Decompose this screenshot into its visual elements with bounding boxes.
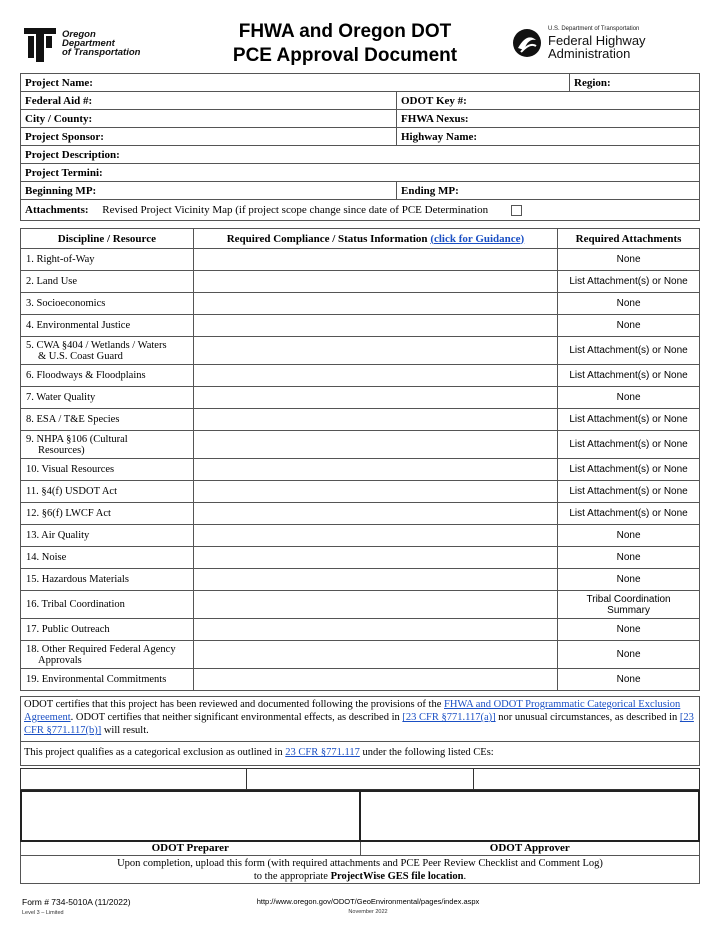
page-title: FHWA and Oregon DOT PCE Approval Document (232, 21, 458, 66)
compliance-status-field[interactable] (193, 547, 557, 569)
fhwa-department-text: U.S. Department of Transportation (548, 26, 640, 32)
required-attachments: List Attachment(s) or None (558, 409, 700, 431)
discipline-row (21, 271, 700, 293)
discipline-name: 15. Hazardous Materials (21, 569, 194, 591)
attachments-text: Revised Project Vicinity Map (if project scope change since date of PCE Determination (102, 204, 489, 216)
discipline-name: 13. Air Quality (21, 525, 194, 547)
discipline-name: 6. Floodways & Floodplains (21, 365, 194, 387)
compliance-header: Required Compliance / Status Information (click for Guidance) (193, 229, 557, 249)
required-attachments: List Attachment(s) or None (558, 337, 700, 365)
form-number: Form # 734-5010A (11/2022) (22, 897, 131, 907)
discipline-row (21, 409, 700, 431)
discipline-name: 4. Environmental Justice (21, 315, 194, 337)
discipline-row (21, 669, 700, 691)
discipline-name: 2. Land Use (21, 271, 194, 293)
required-attachments: List Attachment(s) or None (558, 271, 700, 293)
required-attachments: None (558, 641, 700, 669)
required-attachments: List Attachment(s) or None (558, 431, 700, 459)
preparer-signature-box[interactable] (22, 792, 361, 840)
federal-aid-field[interactable]: Federal Aid #: (21, 92, 397, 110)
city-county-field[interactable]: City / County: (21, 110, 397, 128)
region-field[interactable]: Region: (570, 74, 700, 92)
required-attachments: None (558, 619, 700, 641)
discipline-name: 19. Environmental Commitments (21, 669, 194, 691)
pce-agreement-link[interactable]: FHWA and ODOT Programmatic Categorical Exclusion Agreement (24, 699, 681, 723)
project-info-table (20, 73, 700, 221)
approver-label: ODOT Approver (489, 842, 570, 854)
discipline-row (21, 315, 700, 337)
discipline-name: 8. ESA / T&E Species (21, 409, 194, 431)
required-attachments: List Attachment(s) or None (558, 365, 700, 387)
compliance-status-field[interactable] (193, 569, 557, 591)
compliance-status-field[interactable] (193, 249, 557, 271)
preparer-label: ODOT Preparer (21, 842, 361, 855)
discipline-row (21, 387, 700, 409)
ce-field-1[interactable] (21, 769, 247, 789)
compliance-status-field[interactable] (193, 619, 557, 641)
odot-t-logo-icon (22, 24, 58, 64)
required-attachments: None (558, 249, 700, 271)
compliance-status-field[interactable] (193, 481, 557, 503)
attachments-row (21, 200, 700, 221)
required-attachments: None (558, 525, 700, 547)
highway-name-field[interactable]: Highway Name: (397, 128, 700, 146)
ce-list-row (20, 768, 700, 790)
compliance-status-field[interactable] (193, 293, 557, 315)
project-sponsor-field[interactable]: Project Sponsor: (21, 128, 397, 146)
compliance-status-field[interactable] (193, 641, 557, 669)
vicinity-map-checkbox[interactable] (511, 205, 522, 216)
discipline-name: 3. Socioeconomics (21, 293, 194, 315)
required-attachments: None (558, 547, 700, 569)
required-attachments: None (558, 387, 700, 409)
discipline-name: 14. Noise (21, 547, 194, 569)
required-attachments: None (558, 669, 700, 691)
fhwa-nexus-field[interactable]: FHWA Nexus: (397, 110, 700, 128)
signature-labels (20, 842, 700, 856)
compliance-status-field[interactable] (193, 431, 557, 459)
compliance-status-field[interactable] (193, 387, 557, 409)
discipline-row (21, 481, 700, 503)
approver-signature-box[interactable] (361, 792, 698, 840)
discipline-name: 12. §6(f) LWCF Act (21, 503, 194, 525)
required-attachments: List Attachment(s) or None (558, 459, 700, 481)
compliance-status-field[interactable] (193, 459, 557, 481)
discipline-name: 5. CWA §404 / Wetlands / Waters & U.S. Coast Guard (21, 337, 194, 365)
discipline-row (21, 365, 700, 387)
footer-date: November 2022 (348, 909, 388, 915)
discipline-row (21, 249, 700, 271)
discipline-row (21, 569, 700, 591)
qualifies-text: This project qualifies as a categorical exclusion as outlined in 23 CFR §771.117 under the following listed CEs: (20, 742, 700, 766)
beginning-mp-field[interactable]: Beginning MP: (21, 182, 397, 200)
compliance-status-field[interactable] (193, 409, 557, 431)
discipline-name: 16. Tribal Coordination (21, 591, 194, 619)
attachments-label: Attachments: (25, 204, 89, 216)
compliance-status-field[interactable] (193, 525, 557, 547)
discipline-table (20, 228, 700, 691)
cfr-117b-link[interactable]: [23 CFR §771.117(b)] (24, 712, 694, 736)
ending-mp-field[interactable]: Ending MP: (397, 182, 700, 200)
fhwa-name-text: Federal Highway Administration (548, 33, 646, 61)
discipline-name: 10. Visual Resources (21, 459, 194, 481)
project-termini-field[interactable]: Project Termini: (21, 164, 700, 182)
discipline-name: 1. Right-of-Way (21, 249, 194, 271)
compliance-status-field[interactable] (193, 365, 557, 387)
required-attachments: List Attachment(s) or None (558, 481, 700, 503)
footer-url: http://www.oregon.gov/ODOT/GeoEnvironmental/pages/index.aspx (256, 897, 480, 906)
page-header (0, 0, 720, 72)
discipline-name: 11. §4(f) USDOT Act (21, 481, 194, 503)
discipline-row (21, 431, 700, 459)
discipline-row (21, 641, 700, 669)
compliance-status-field[interactable] (193, 669, 557, 691)
discipline-name: 18. Other Required Federal Agency Approvals (21, 641, 194, 669)
discipline-row (21, 619, 700, 641)
ce-field-3[interactable] (474, 769, 699, 789)
compliance-status-field[interactable] (193, 503, 557, 525)
required-attachments: None (558, 293, 700, 315)
certification-text: ODOT certifies that this project has been reviewed and documented following the provisions of the FHWA and ODOT Programmatic Categorical Exclusion Agreement. ODOT certifies that neither significant environmental effects, as described in [23 CFR §771.117(a)] nor unusual circumstances, as described in [23 CFR §771.117(b)] will result. (20, 696, 700, 742)
project-description-field[interactable]: Project Description: (21, 146, 700, 164)
guidance-link[interactable]: (click for Guidance) (430, 232, 525, 245)
fhwa-emblem-icon (512, 28, 542, 58)
fhwa-logo (512, 26, 702, 66)
odot-logo-text: Oregon Department of Transportation (62, 29, 141, 58)
cfr-117a-link[interactable]: [23 CFR §771.117(a)] (402, 712, 496, 723)
discipline-row (21, 525, 700, 547)
signature-row (20, 790, 700, 842)
discipline-row (21, 459, 700, 481)
required-attachments: List Attachment(s) or None (558, 503, 700, 525)
discipline-name: 7. Water Quality (21, 387, 194, 409)
attachments-header: Required Attachments (558, 229, 700, 249)
compliance-status-field[interactable] (193, 271, 557, 293)
required-attachments: None (558, 569, 700, 591)
odot-logo (22, 24, 162, 66)
discipline-row (21, 547, 700, 569)
upload-instructions: Upon completion, upload this form (with required attachments and PCE Peer Review Checklist and Comment Log) to the appropriate ProjectWise GES file location. (20, 856, 700, 884)
ce-field-2[interactable] (247, 769, 473, 789)
discipline-row (21, 293, 700, 315)
discipline-header: Discipline / Resource (21, 229, 194, 249)
discipline-row (21, 503, 700, 525)
compliance-status-field[interactable] (193, 337, 557, 365)
project-name-field[interactable]: Project Name: (21, 74, 570, 92)
compliance-status-field[interactable] (193, 591, 557, 619)
odot-key-field[interactable]: ODOT Key #: (397, 92, 700, 110)
discipline-name: 17. Public Outreach (21, 619, 194, 641)
security-level: Level 3 – Limited (22, 910, 64, 916)
required-attachments: None (558, 315, 700, 337)
required-attachments: Tribal Coordination Summary (558, 591, 700, 619)
compliance-status-field[interactable] (193, 315, 557, 337)
discipline-name: 9. NHPA §106 (Cultural Resources) (21, 431, 194, 459)
discipline-row (21, 337, 700, 365)
discipline-row (21, 591, 700, 619)
cfr-771-117-link[interactable]: 23 CFR §771.117 (285, 747, 360, 758)
